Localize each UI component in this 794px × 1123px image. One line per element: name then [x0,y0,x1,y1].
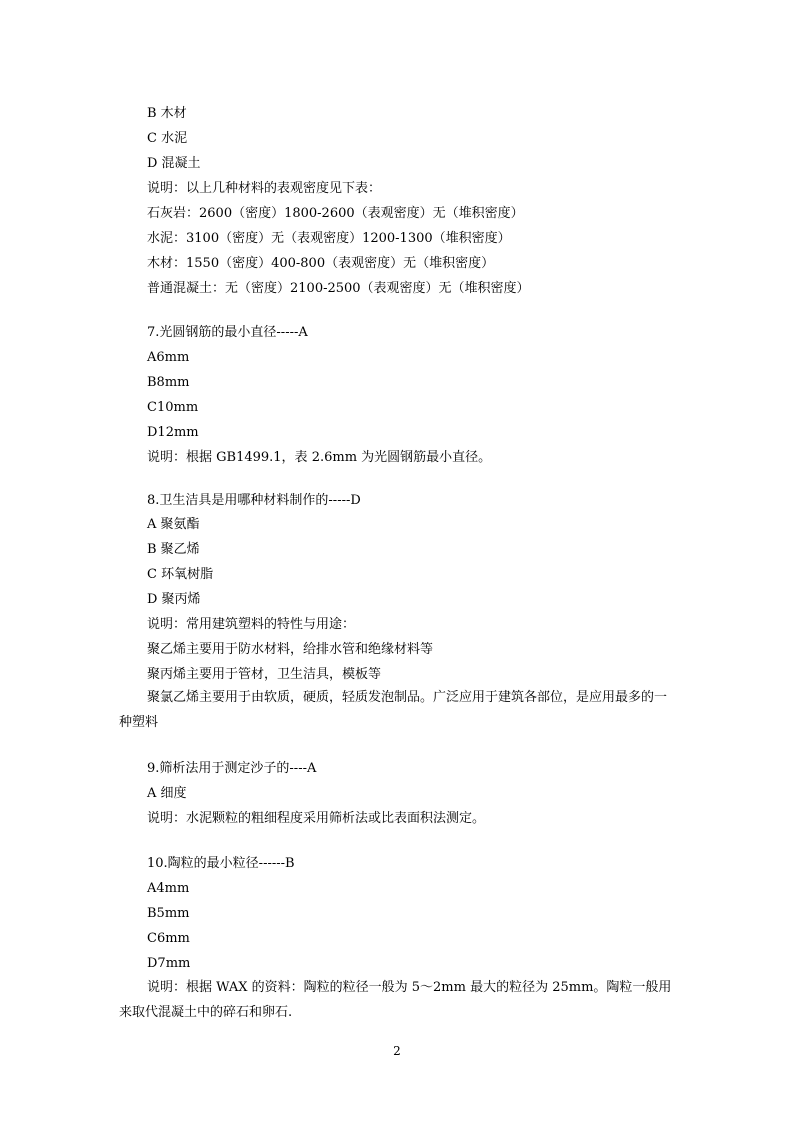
q8-option-d: D 聚丙烯 [147,592,201,607]
q7-explanation: 说明：根据 GB1499.1，表 2.6mm 为光圆钢筋最小直径。 [147,450,492,465]
density-concrete: 普通混凝土：无（密度）2100-2500（表观密度）无（堆积密度） [147,281,530,296]
q10-option-b: B5mm [147,906,190,921]
option-c-cement: C 水泥 [147,131,188,146]
page-number: 2 [393,1044,401,1058]
q10-explanation-paragraph: 说明：根据 WAX 的资料：陶粒的粒径一般为 5～2mm 最大的粒径为 25mm。陶粒一般用来取代混凝土中的碎石和卵石. [119,980,672,1020]
question-7: 7.光圆钢筋的最小直径-----A [147,325,308,340]
density-cement: 水泥：3100（密度）无（表观密度）1200-1300（堆积密度） [147,231,511,246]
q8-option-b: B 聚乙烯 [147,542,200,557]
q10-option-a: A4mm [147,881,190,896]
explanation-density-intro: 说明：以上几种材料的表观密度见下表： [147,181,382,196]
density-limestone: 石灰岩：2600（密度）1800-2600（表观密度）无（堆积密度） [147,206,524,221]
q7-option-b: B8mm [147,375,190,390]
option-b-wood: B 木材 [147,106,187,121]
density-wood: 木材：1550（密度）400-800（表观密度）无（堆积密度） [147,256,495,271]
question-10: 10.陶粒的最小粒径------B [147,856,295,871]
question-8: 8.卫生洁具是用哪种材料制作的-----D [147,493,361,508]
option-d-concrete: D 混凝土 [147,156,201,171]
q8-explanation: 说明：常用建筑塑料的特性与用途： [147,617,356,632]
q8-option-a: A 聚氨酯 [147,517,200,532]
q9-option-a: A 细度 [147,786,187,801]
question-9: 9.筛析法用于测定沙子的----A [147,761,317,776]
q7-option-d: D12mm [147,425,199,440]
q8-option-c: C 环氧树脂 [147,567,214,582]
polypropylene-usage: 聚丙烯主要用于管材，卫生洁具，模板等 [147,667,382,682]
q10-option-c: C6mm [147,931,190,946]
q9-explanation: 说明：水泥颗粒的粗细程度采用筛析法或比表面积法测定。 [147,811,486,826]
q10-option-d: D7mm [147,956,191,971]
q7-option-c: C10mm [147,400,199,415]
q7-option-a: A6mm [147,350,190,365]
polyethylene-usage: 聚乙烯主要用于防水材料，给排水管和绝缘材料等 [147,642,434,657]
pvc-usage-paragraph: 聚氯乙烯主要用于由软质，硬质，轻质发泡制品。广泛应用于建筑各部位，是应用最多的一种塑料 [119,690,668,730]
